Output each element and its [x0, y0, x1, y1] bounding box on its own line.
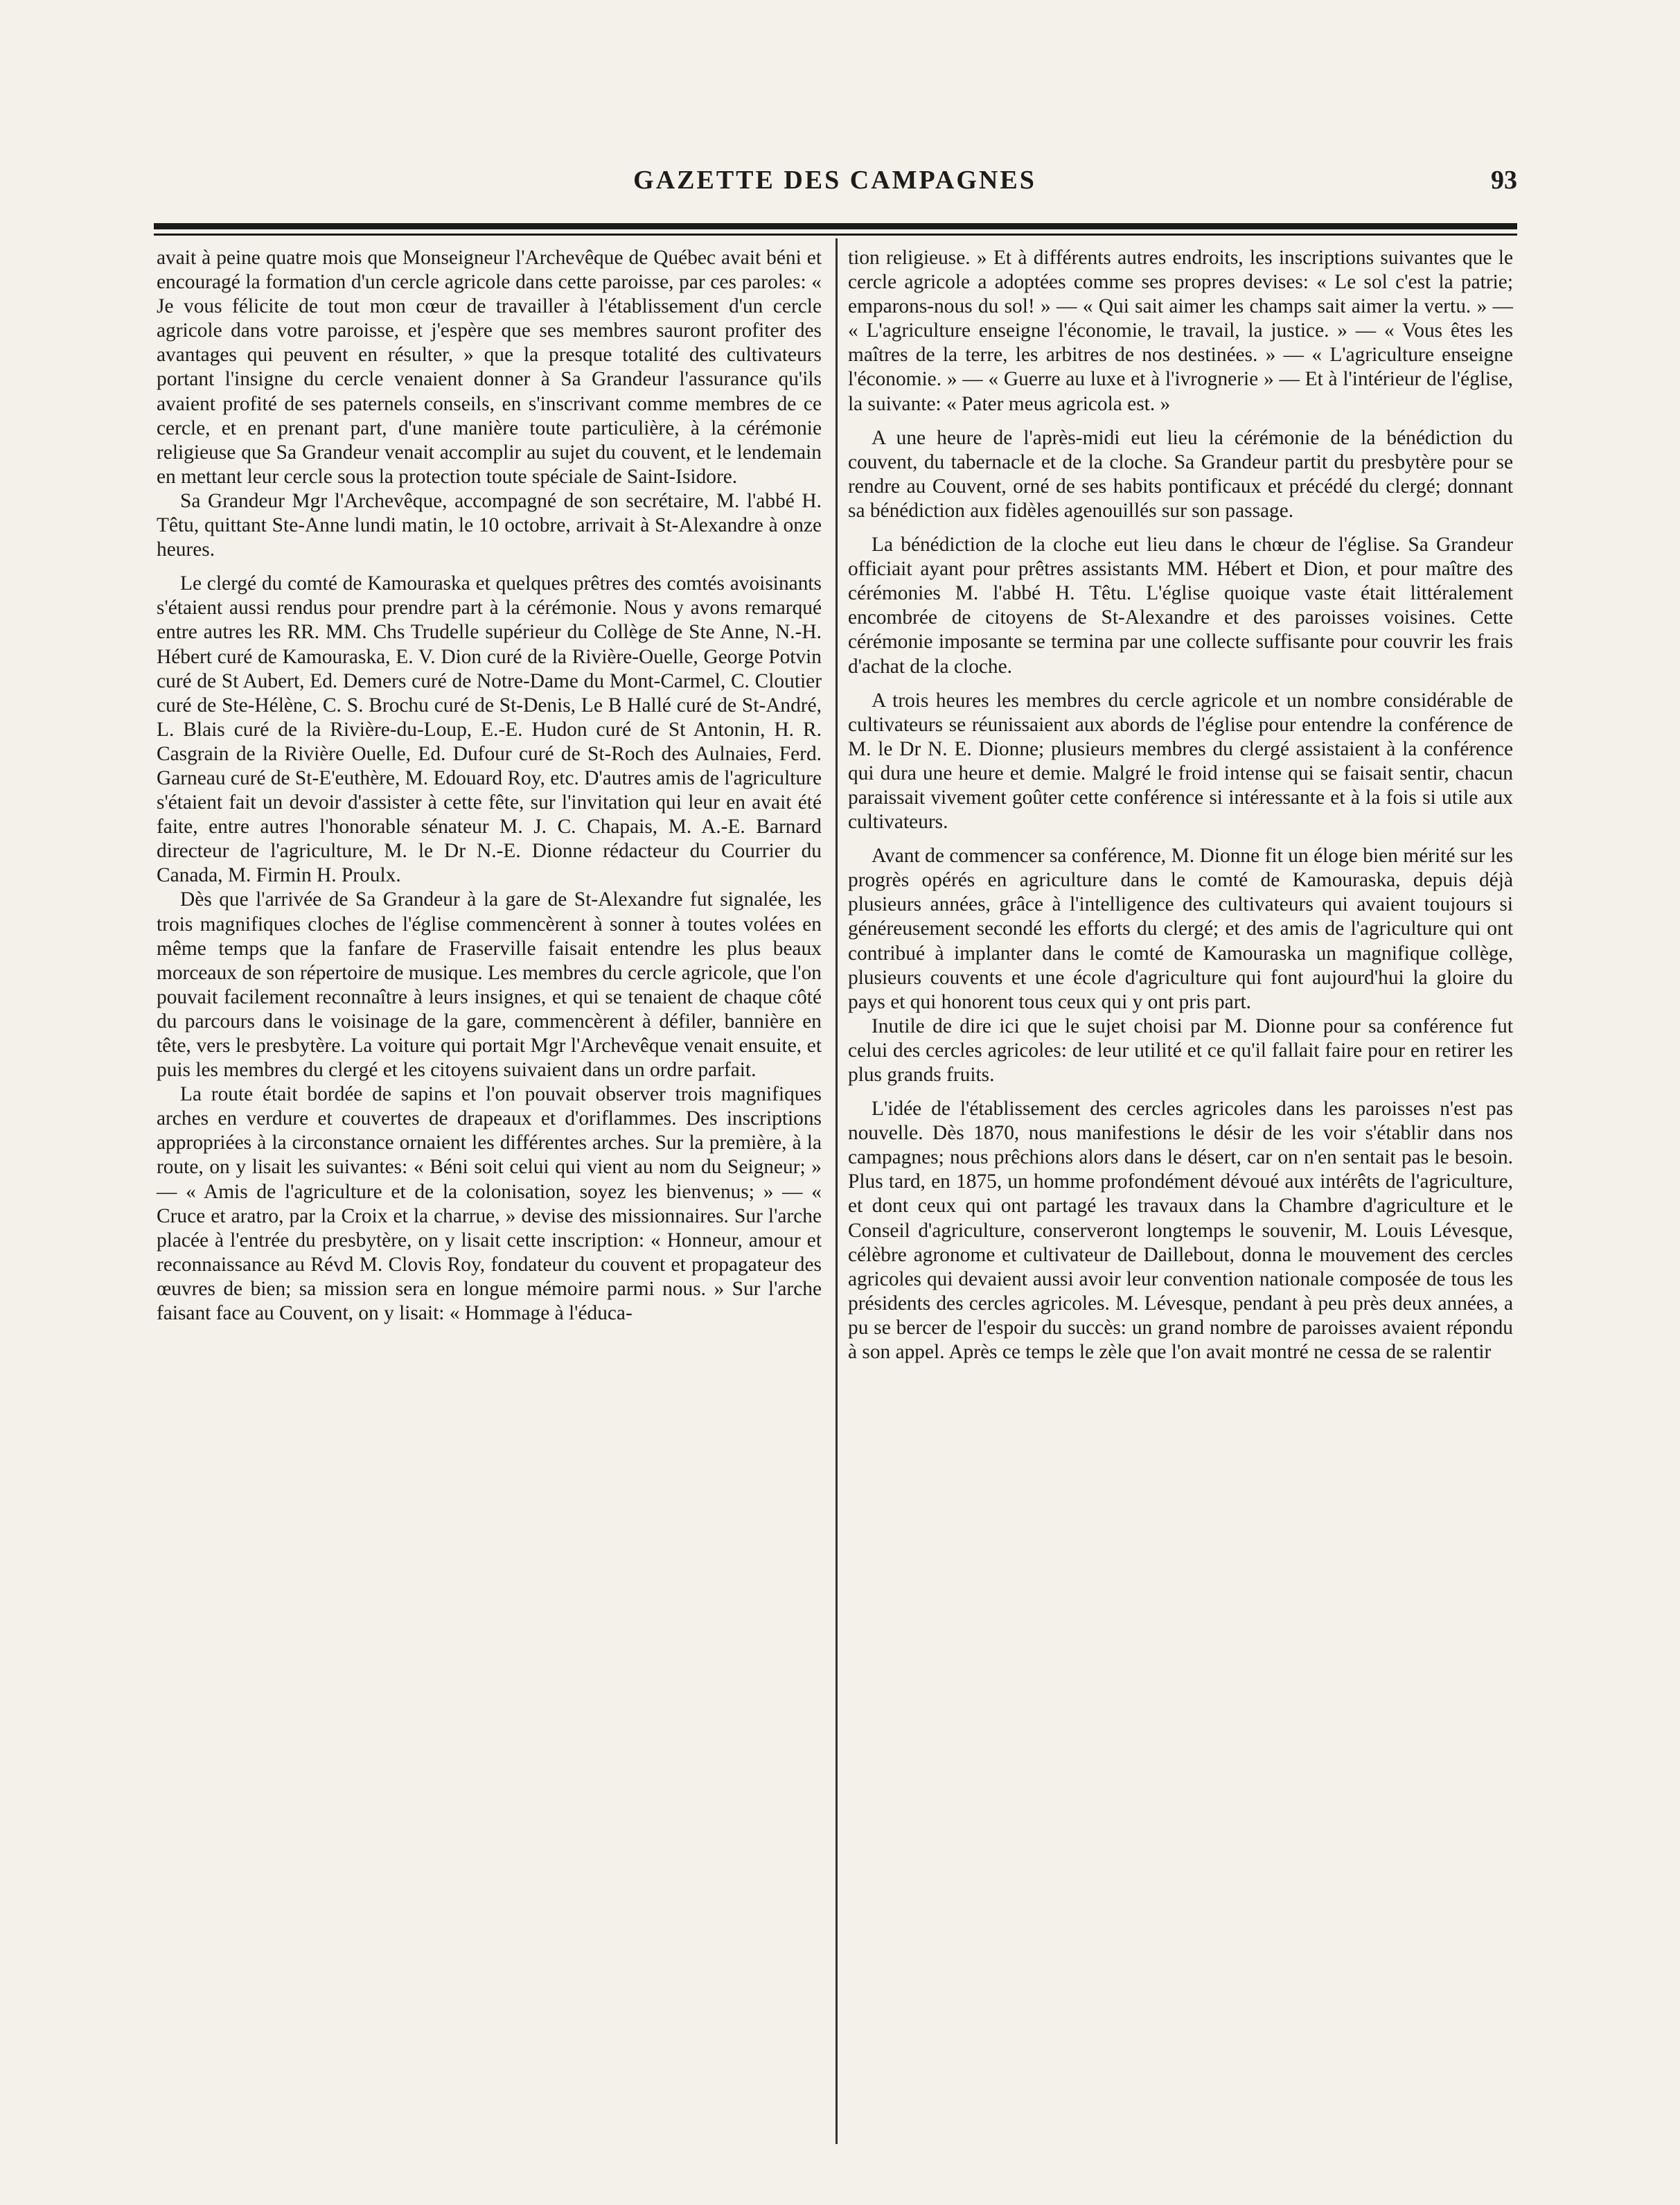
paragraph: L'idée de l'établissement des cercles agricoles dans les paroisses n'est pas nouvelle. Dès 1870, nous manifestions le désir de les voir s'établir dans nos campagnes; nous prêchions alors dans le désert, car on n'en sentait pas le besoin. Plus tard, en 1875, un homme profondément dévoué aux intérêts de l'agriculture, et dont ceux qui ont partagé les travaux dans la Chambre d'agriculture et le Conseil d'agriculture, conserveront longtemps le souvenir, M. Louis Lévesque, célèbre agronome et cultivateur de Daillebout, donna le mouvement des cercles agricoles qui devaient aussi avoir leur convention nationale composée de tous les présidents des cercles agricoles. M. Lévesque, pendant à peu près deux années, a pu se bercer de l'espoir du succès: un grand nombre de paroisses avaient répondu à son appel. Après ce temps le zèle que l'on avait montré ne cessa de se ralentir — [848, 1098, 1513, 1364]
paragraph: avait à peine quatre mois que Monseigneur l'Archevêque de Québec avait béni et encouragé la formation d'un cercle agricole dans cette paroisse, par ces paroles: « Je vous félicite de tout mon cœur de travailler à l'établissement d'un cercle agricole dans votre paroisse, et j'espère que ses membres sauront profiter des avantages qui peuvent en résulter, » que la presque totalité des cultivateurs portant l'insigne du cercle venaient donner à Sa Grandeur l'assurance qu'ils avaient profité de ses paternels conseils, en s'inscrivant comme membres de ce cercle, et en prenant part, d'une manière toute particulière, à la cérémonie religieuse que Sa Grandeur venait accomplir au sujet du couvent, et le lendemain en mettant leur cercle sous la protection toute spéciale de Saint-Isidore. — [157, 247, 822, 488]
paragraph: La route était bordée de sapins et l'on pouvait observer trois magnifiques arches en verdure et couvertes de drapeaux et d'oriflammes. Des inscriptions appropriées à la circonstance ornaient les différentes arches. Sur la première, à la route, on y lisait les suivantes: « Béni soit celui qui vient au nom du Seigneur; » — « Amis de l'agriculture et de la colonisation, soyez les bienvenus; » — « Cruce et aratro, par la Croix et la charrue, » devise des missionnaires. Sur l'arche placée à l'entrée du presbytère, on y lisait cette inscription: « Honneur, amour et reconnaissance au Révd M. Clovis Roy, fondateur du couvent et propagateur des œuvres de bien; sa mission sera en longue mémoire parmi nous. » Sur l'arche faisant face au Couvent, on y lisait: « Hommage à l'éduca- — [157, 1083, 822, 1325]
paragraph: Avant de commencer sa conférence, M. Dionne fit un éloge bien mérité sur les progrès opérés en agriculture dans le comté de Kamouraska, depuis déjà plusieurs années, grâce à l'intelligence des cultivateurs qui avaient toujours si généreusement secondé les efforts du clergé; et des amis de l'agriculture qui ont contribué à implanter dans le comté de Kamouraska un magnifique collège, plusieurs couvents et une école d'agriculture qui font aujourd'hui la gloire du pays et qui honorent tous ceux qui y ont pris part. — [848, 845, 1513, 1013]
paragraph: Sa Grandeur Mgr l'Archevêque, accompagné de son secrétaire, M. l'abbé H. Têtu, quittant Ste-Anne lundi matin, le 10 octobre, arrivait à St-Alexandre à onze heures. — [157, 489, 822, 561]
column-divider — [835, 238, 838, 2144]
page-header — [152, 165, 1517, 207]
paragraph: Le clergé du comté de Kamouraska et quelques prêtres des comtés avoisinants s'étaient aussi rendus pour prendre part à la cérémonie. Nous y avons remarqué entre autres les RR. MM. Chs Trudelle supérieur du Collège de Ste Anne, N.-H. Hébert curé de Kamouraska, E. V. Dion curé de la Rivière-Ouelle, George Potvin curé de St Aubert, Ed. Demers curé de Notre-Dame du Mont-Carmel, C. Cloutier curé de Ste-Hélène, C. S. Brochu curé de St-Denis, Le B Hallé curé de St-André, L. Blais curé de la Rivière-du-Loup, E.-E. Hudon curé de St Antonin, H. R. Casgrain de la Rivière Ouelle, Ed. Dufour curé de St-Roch des Aulnaies, Ferd. Garneau curé de St-E'euthère, M. Edouard Roy, etc. D'autres amis de l'agriculture s'étaient fait un devoir d'assister à cette fête, sur l'invitation qui leur en avait été faite, entre autres l'honorable sénateur M. J. C. Chapais, M. A.-E. Barnard directeur de l'agriculture, M. le Dr N.-E. Dionne rédacteur du Courrier du Canada, M. Firmin H. Proulx. — [157, 572, 822, 887]
paragraph: La bénédiction de la cloche eut lieu dans le chœur de l'église. Sa Grandeur officiait ayant pour prêtres assistants MM. Hébert et Dion, et pour maître des cérémonies M. l'abbé H. Têtu. L'église quoique vaste était littéralement encombrée de citoyens de St-Alexandre et des paroisses voisines. Cette cérémonie imposante se termina par une collecte suffisante pour couvrir les frais d'achat de la cloche. — [848, 534, 1513, 678]
paragraph: Dès que l'arrivée de Sa Grandeur à la gare de St-Alexandre fut signalée, les trois magnifiques cloches de l'église commencèrent à sonner à toutes volées en même temps que la fanfare de Fraserville faisait entendre les plus beaux morceaux de son répertoire de musique. Les membres du cercle agricole, que l'on pouvait facilement reconnaître à leurs insignes, et qui se tenaient de chaque côté du parcours dans le voisinage de la gare, commencèrent à défiler, bannière en tête, vers le presbytère. La voiture qui portait Mgr l'Archevêque venait ensuite, et puis les membres du clergé et les citoyens suivaient dans un ordre parfait. — [157, 888, 822, 1082]
header-rule-thick — [154, 223, 1517, 229]
paragraph: Inutile de dire ici que le sujet choisi par M. Dionne pour sa conférence fut celui des cercles agricoles: de leur utilité et ce qu'il fallait faire pour en retirer les plus grands fruits. — [848, 1014, 1513, 1086]
paragraph: tion religieuse. » Et à différents autres endroits, les inscriptions suivantes que le cercle agricole a adoptées comme ses propres devises: « Le sol c'est la patrie; emparons-nous du sol! » — « Qui sait aimer les champs sait aimer la vertu. » — « L'agriculture enseigne l'économie, le travail, la justice. » — « Vous êtes les maîtres de la terre, les arbitres de nos destinées. » — « L'agriculture enseigne l'économie. » — « Guerre au luxe et à l'ivrognerie » — Et à l'intérieur de l'église, la suivante: « Pater meus agricola est. » — [848, 247, 1513, 415]
paragraph: A trois heures les membres du cercle agricole et un nombre considérable de cultivateurs se réunissaient aux abords de l'église pour entendre la conférence de M. le Dr N. E. Dionne; plusieurs membres du clergé assistaient à la conférence qui dura une heure et demie. Malgré le froid intense qui se faisait sentir, chacun paraissait vivement goûter cette conférence si intéressante et à la fois si utile aux cultivateurs. — [848, 689, 1513, 834]
paragraph: A une heure de l'après-midi eut lieu la cérémonie de la bénédiction du couvent, du tabernacle et de la cloche. Sa Grandeur partit du presbytère pour se rendre au Couvent, orné de ses habits pontificaux et précédé du clergé; donnant sa bénédiction aux fidèles agenouillés sur son passage. — [848, 426, 1513, 522]
right-column — [848, 246, 1513, 1364]
page-number: 93 — [1491, 166, 1517, 195]
left-column — [157, 246, 822, 1326]
running-title: GAZETTE DES CAMPAGNES — [633, 166, 1036, 195]
header-rule-thin — [154, 234, 1517, 236]
